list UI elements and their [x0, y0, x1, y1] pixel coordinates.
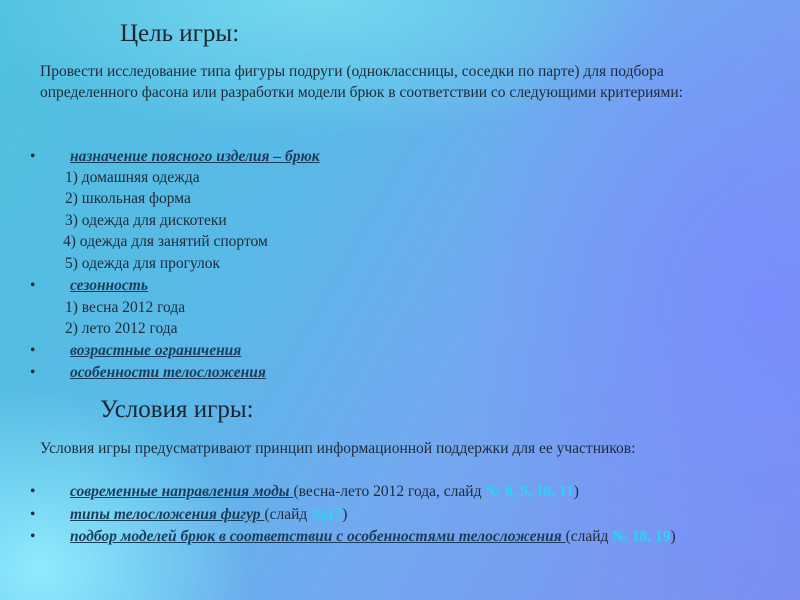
list-item: 2) лето 2012 года — [65, 320, 178, 337]
bullet-icon: • — [30, 342, 36, 359]
criterion-season — [24, 275, 148, 296]
list-item: 3) одежда для дискотеки — [65, 212, 227, 229]
support-item-body-types — [24, 504, 347, 525]
criterion-age — [24, 340, 241, 361]
bullet-icon: • — [30, 528, 36, 545]
conditions-intro-text: Условия игры предусматривают принцип информационной поддержки для ее участников: — [40, 440, 636, 457]
bullet-icon: • — [30, 277, 36, 294]
criterion-season-label[interactable]: сезонность — [70, 277, 148, 294]
list-item: 5) одежда для прогулок — [65, 255, 221, 272]
list-item: 4) одежда для занятий спортом — [63, 233, 268, 250]
support-end: ) — [342, 506, 348, 523]
support-end: ) — [573, 483, 579, 500]
bullet-icon: • — [30, 148, 36, 165]
goal-title: Цель игры: — [120, 20, 240, 47]
list-item: 2) школьная форма — [65, 190, 191, 207]
criterion-body-label[interactable]: особенности телосложения — [70, 364, 266, 381]
support-link-models[interactable]: подбор моделей брюк в соответствии с особенностями телосложения — [70, 528, 566, 545]
slide-ref: №17 — [311, 506, 343, 523]
support-link-fashion[interactable]: современные направления моды — [70, 483, 294, 500]
support-text: (весна-лето 2012 года, слайд — [293, 483, 486, 500]
criterion-body — [24, 362, 266, 383]
list-item: 1) домашняя одежда — [65, 169, 200, 186]
criterion-age-label[interactable]: возрастные ограничения — [70, 342, 242, 359]
support-link-body-types[interactable]: типы телосложения фигур — [70, 506, 265, 523]
conditions-title: Условия игры: — [100, 396, 254, 423]
slide-ref: № 18, 19 — [612, 528, 671, 545]
criterion-purpose — [24, 146, 320, 167]
bullet-icon: • — [30, 364, 36, 381]
support-text: (слайд — [565, 528, 613, 545]
support-text: (слайд — [264, 506, 312, 523]
criterion-purpose-label[interactable]: назначение поясного изделия – брюк — [70, 148, 320, 165]
support-item-fashion — [24, 481, 579, 502]
bullet-icon: • — [30, 483, 36, 500]
support-item-models — [24, 526, 676, 547]
slide-ref: № 8, 9, 10, 11 — [485, 483, 574, 500]
bullet-icon: • — [30, 506, 36, 523]
goal-intro-text: Провести исследование типа фигуры подруги (одноклассницы, соседки по парте) для подбора определенного фасона или разработки модели брюк в соответствии со следующими критериями: — [40, 63, 683, 101]
list-item: 1) весна 2012 года — [65, 299, 186, 316]
support-end: ) — [670, 528, 676, 545]
